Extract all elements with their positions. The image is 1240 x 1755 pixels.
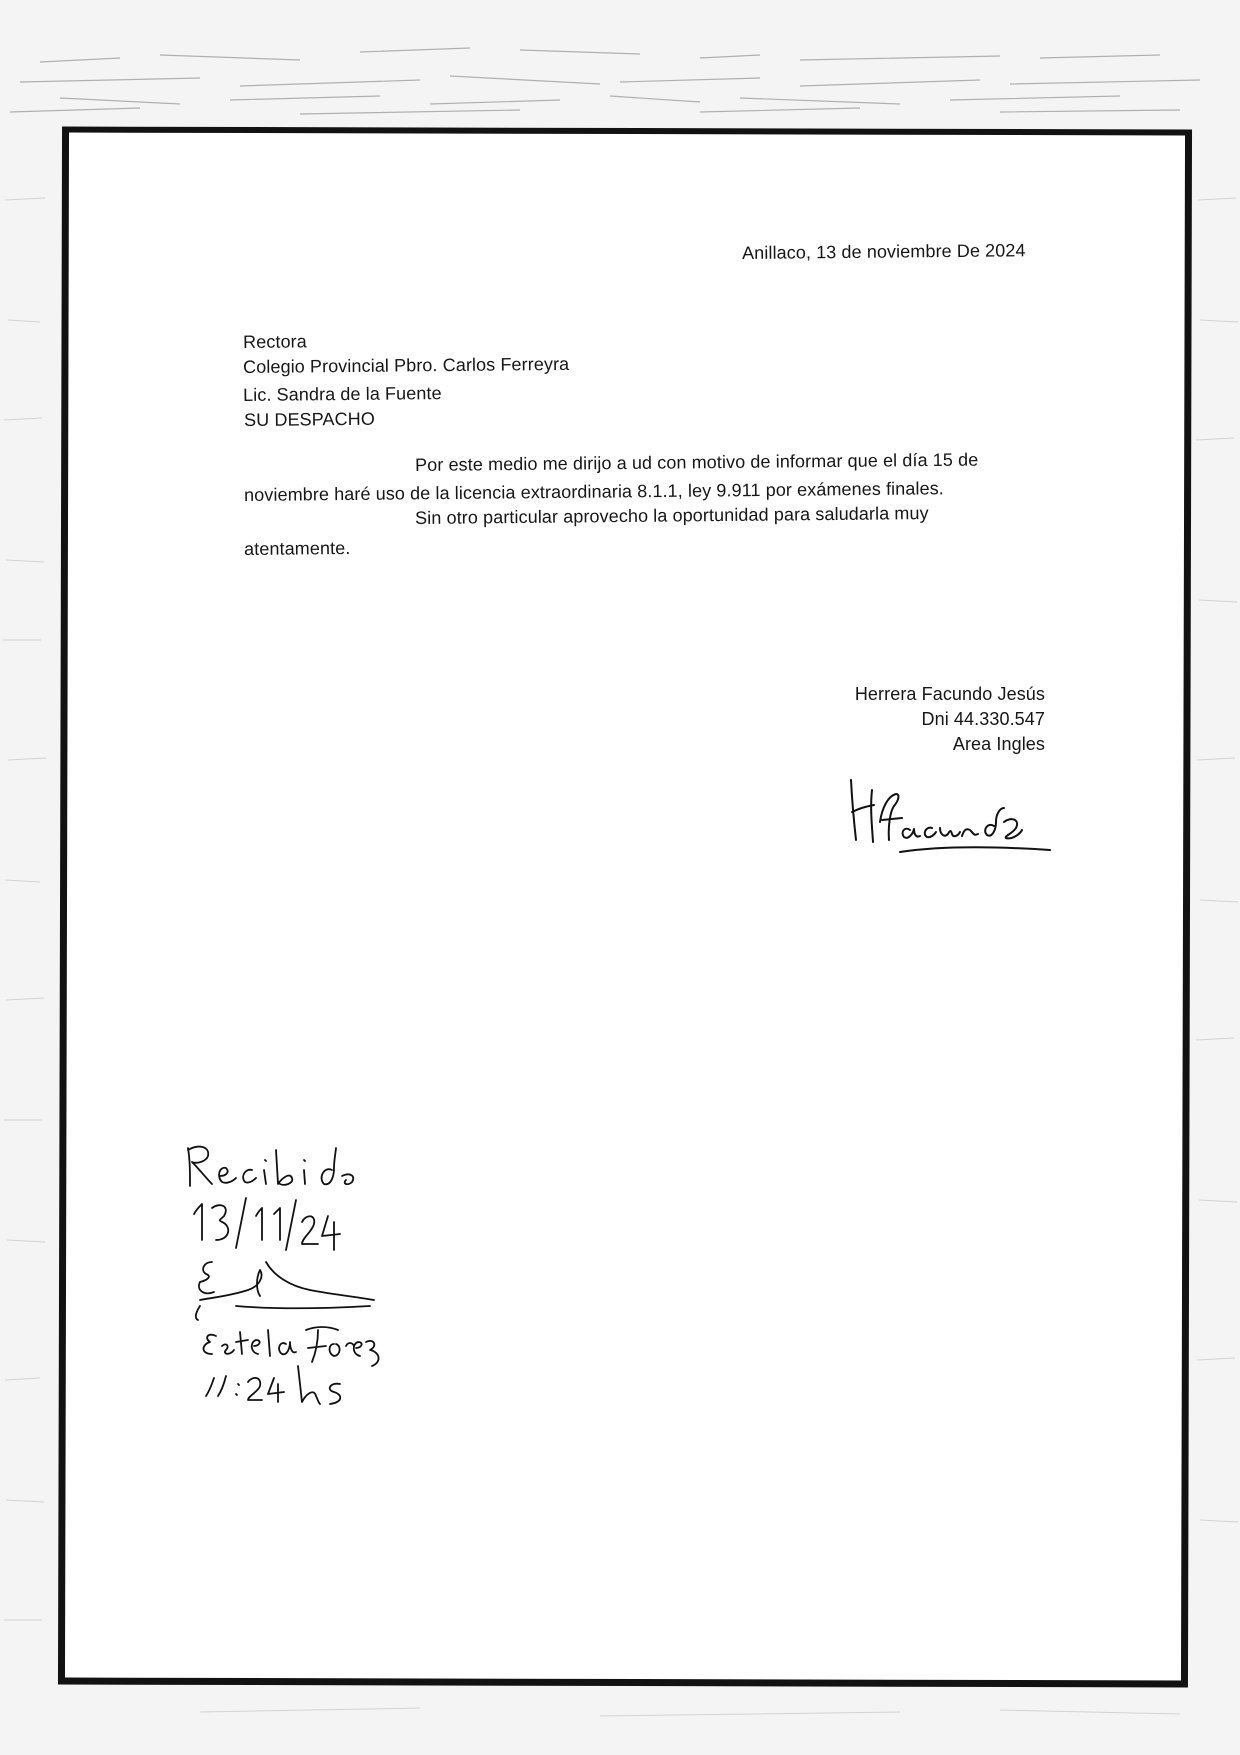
- recipient-name: Lic. Sandra de la Fuente: [243, 383, 442, 405]
- document-sheet: [58, 127, 1192, 1688]
- body-paragraph-2-line-2: atentamente.: [244, 537, 351, 559]
- body-paragraph-2-line-1: Sin otro particular aprovecho la oportunidad para saludarla muy: [415, 503, 929, 528]
- body-paragraph-1-line-2: noviembre haré uso de la licencia extraordinaria 8.1.1, ley 9.911 por exámenes finales.: [244, 478, 944, 505]
- sender-dni: Dni 44.330.547: [921, 709, 1045, 729]
- recipient-institution: Colegio Provincial Pbro. Carlos Ferreyra: [243, 353, 570, 377]
- body-paragraph-1-line-1: Por este medio me dirijo a ud con motivo de informar que el día 15 de: [415, 449, 979, 475]
- place-date: Anillaco, 13 de noviembre De 2024: [742, 240, 1026, 263]
- sender-name: Herrera Facundo Jesús: [854, 684, 1045, 704]
- recipient-title: Rectora: [243, 331, 307, 352]
- recipient-office: SU DESPACHO: [244, 408, 375, 430]
- sender-area: Area Ingles: [952, 734, 1045, 754]
